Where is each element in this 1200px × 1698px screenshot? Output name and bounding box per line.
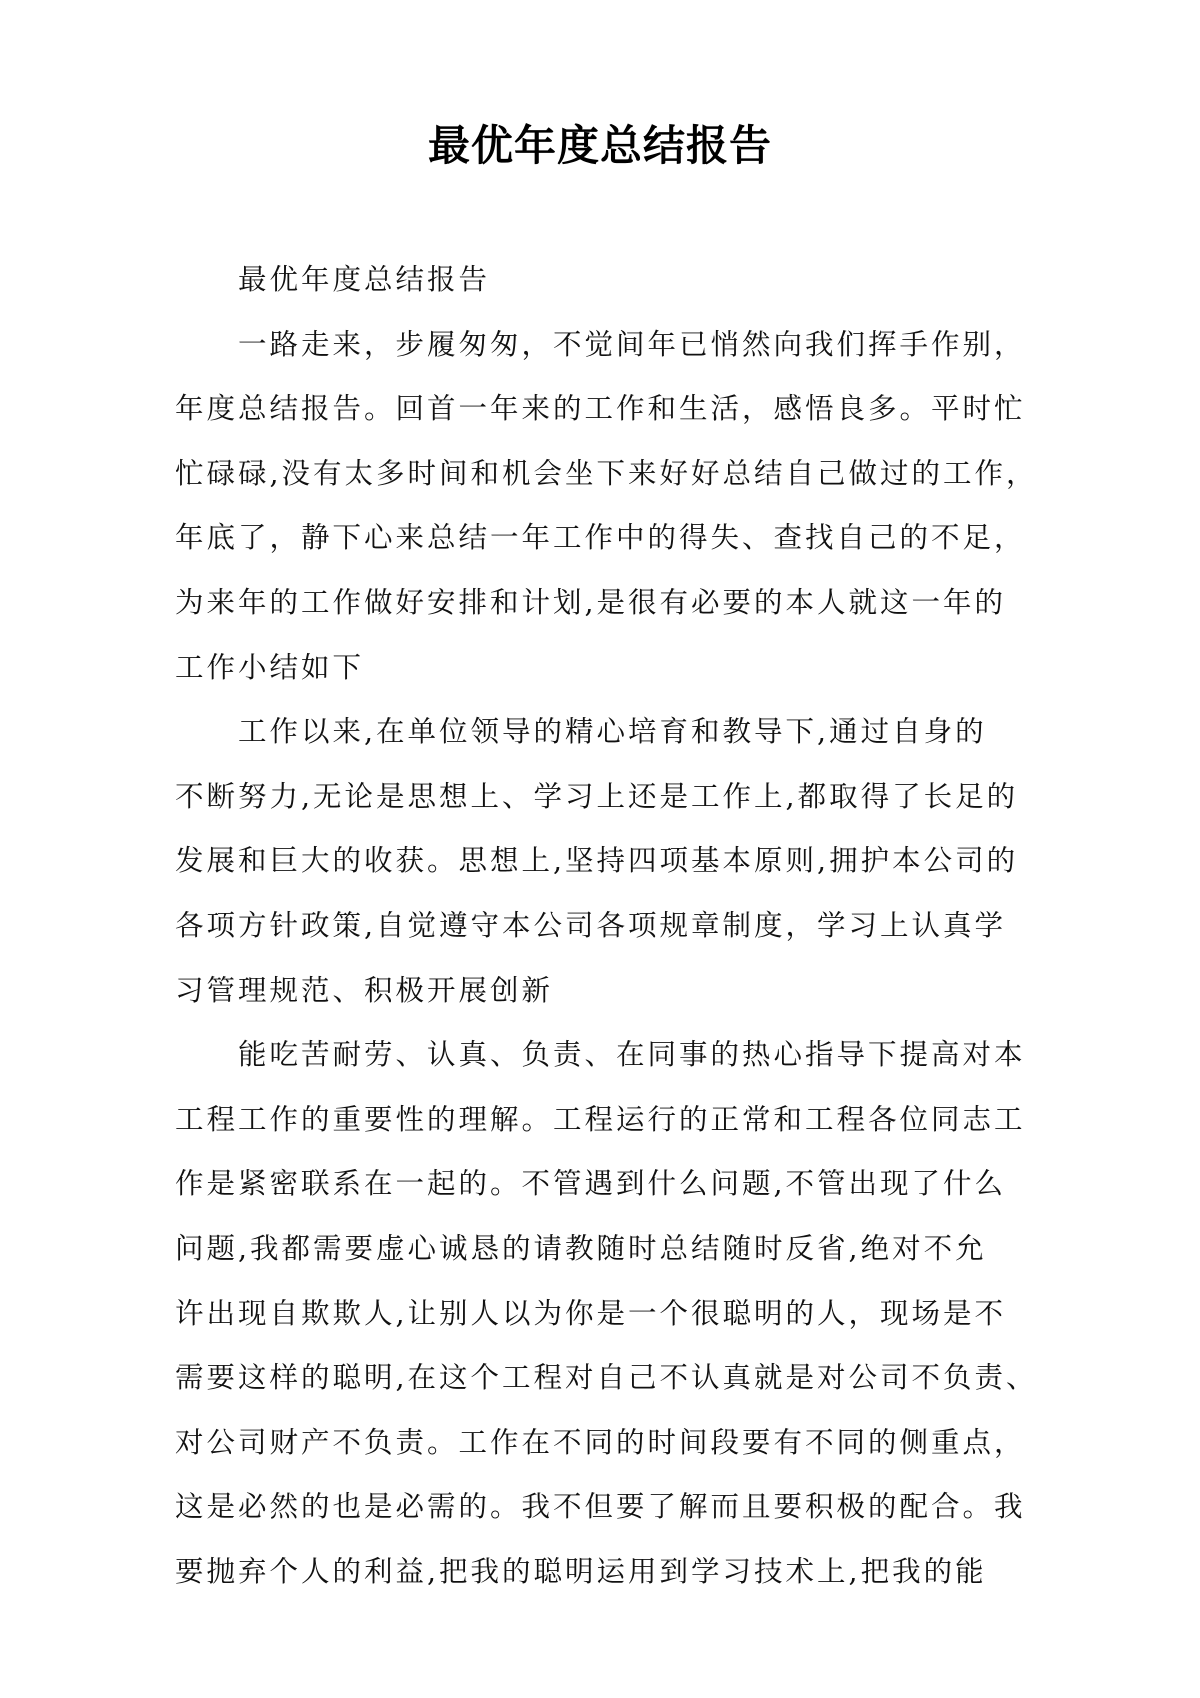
body-text-line: 许出现自欺欺人,让别人以为你是一个很聪明的人，现场是不 <box>175 1296 1007 1330</box>
body-text-line: 年度总结报告。回首一年来的工作和生活，感悟良多。平时忙 <box>175 392 1026 426</box>
body-text-line: 作是紧密联系在一起的。不管遇到什么问题,不管出现了什么 <box>175 1167 1007 1201</box>
document-body <box>175 248 1055 1604</box>
body-text-line: 问题,我都需要虚心诚恳的请教随时总结随时反省,绝对不允 <box>175 1231 987 1265</box>
body-text-line: 不断努力,无论是思想上、学习上还是工作上,都取得了长足的 <box>175 779 1019 813</box>
body-text-line: 要抛弃个人的利益,把我的聪明运用到学习技术上,把我的能 <box>175 1554 987 1588</box>
body-text-line: 工作小结如下 <box>175 650 365 684</box>
body-text-line: 为来年的工作做好安排和计划,是很有必要的本人就这一年的 <box>175 585 1007 619</box>
document-title: 最优年度总结报告 <box>427 121 772 170</box>
body-text-line: 需要这样的聪明,在这个工程对自己不认真就是对公司不负责、 <box>175 1361 1038 1395</box>
body-text-line: 最优年度总结报告 <box>238 263 491 296</box>
body-text-line: 各项方针政策,自觉遵守本公司各项规章制度，学习上认真学 <box>175 908 1007 942</box>
body-text-line: 习管理规范、积极开展创新 <box>175 973 554 1007</box>
body-text-line: 忙碌碌,没有太多时间和机会坐下来好好总结自己做过的工作， <box>175 456 1038 490</box>
body-text-line: 发展和巨大的收获。思想上,坚持四项基本原则,拥护本公司的 <box>175 844 1019 878</box>
body-text-line: 一路走来，步履匆匆，不觉间年已悄然向我们挥手作别， <box>238 327 1026 361</box>
body-text-line: 工作以来,在单位领导的精心培育和教导下,通过自身的 <box>238 715 987 749</box>
body-text-line: 工程工作的重要性的理解。工程运行的正常和工程各位同志工 <box>175 1102 1026 1136</box>
body-text-line: 年底了，静下心来总结一年工作中的得失、查找自己的不足， <box>175 521 1026 555</box>
body-text-line: 这是必然的也是必需的。我不但要了解而且要积极的配合。我 <box>175 1490 1026 1524</box>
body-text-line: 对公司财产不负责。工作在不同的时间段要有不同的侧重点， <box>175 1425 1026 1459</box>
body-text-line: 能吃苦耐劳、认真、负责、在同事的热心指导下提高对本 <box>238 1038 1026 1072</box>
